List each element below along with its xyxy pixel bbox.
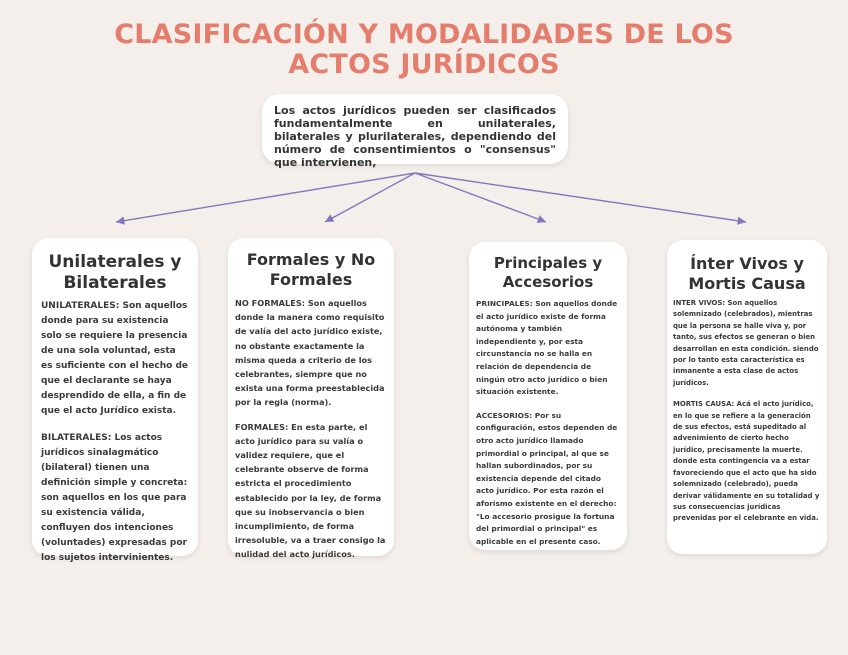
card-body: [235, 296, 387, 562]
card-paragraph: INTER VIVOS: Son aquellos solemnizado (celebrados), mientras que la persona se halle viva y, por tanto, sus efectos se generan o bien desarrollan en esta condición. siendo por lo tanto esta característica es inmanente a esta clase de actos jurídicos.: [673, 299, 819, 387]
card-paragraph: NO FORMALES: Son aquellos donde la manera como requisito de valía del acto jurídico existe, no obstante exactamente la misma queda a criterio de los celebrantes, siempre que no exista una forma preestablecida por la regla (norma).: [235, 298, 385, 408]
card-paragraph: UNILATERALES: Son aquellos donde para su existencia solo se requiere la presencia de una sola voluntad, esta es suficiente con el hecho de que el declarante se haya desprendido de ella, a fin de que el acto Jurídico exista.: [41, 301, 188, 416]
page-title: CLASIFICACIÓN Y MODALIDADES DE LOS ACTOS JURÍDICOS: [114, 19, 734, 80]
card-body: [41, 299, 189, 566]
card-paragraph: PRINCIPALES: Son aquellos donde el acto jurídico existe de forma autónoma y también independiente y, por esta circunstancia no se halla en relación de dependencia de ningún otro acto jurídico o bien situación existente.: [476, 299, 618, 397]
card-body: [673, 298, 821, 525]
card-paragraph: FORMALES: En esta parte, el acto jurídico para su valía o validez requiere, que el celebrante observe de forma estricta el procedimiento establecido por la ley, de forma que su inobservancia o bien incumplimiento, de forma irresoluble, va a traer consigo la nulidad del acto jurídicos.: [235, 421, 386, 560]
card-paragraph: BILATERALES: Los actos jurídicos sinalagmático (bilateral) tienen una definición simple y concreta: son aquellos en los que para su existencia válida, confluyen dos intenciones (voluntades) expresadas por los sujetos intervinientes.: [41, 433, 188, 563]
card-paragraph: ACCESORIOS: Por su configuración, estos dependen de otro acto jurídico llamado primordial o principal, al que se hallan subordinados, por su existencia depende del citado acto jurídico. Por esta razón el aforismo existente en el derecho: "Lo accesorio prosigue la fortuna del primordial o principal" es aplicable en el presente caso.: [476, 410, 618, 546]
intro-box: Los actos jurídicos pueden ser clasificados fundamentalmente en unilaterales, bilaterales y plurilaterales, dependiendo del número de consentimientos o "consensus" que intervienen,: [262, 94, 568, 164]
card-formales-no-formales: [228, 238, 394, 560]
arrow-to-card-4: [415, 173, 746, 222]
card-heading: Unilaterales y Bilaterales: [48, 252, 182, 293]
card-unilaterales-bilaterales: [32, 238, 198, 563]
card-heading: Ínter Vivos y Mortis Causa: [688, 254, 806, 293]
card-principales-accesorios: [469, 242, 627, 550]
card-heading: Formales y No Formales: [246, 250, 376, 289]
card-body: [476, 298, 620, 548]
card-heading: Principales y Accesorios: [493, 254, 603, 291]
card-inter-vivos-mortis-causa: [667, 240, 827, 554]
arrow-to-card-3: [415, 173, 546, 222]
card-paragraph: MORTIS CAUSA: Acá el acto jurídico, en lo que se refiere a la generación de sus efectos, está supeditado al advenimiento de cierto hecho jurídico, precisamente la muerte. donde esta contingencia va a estar favoreciendo que el acto que ha sido solemnizado (celebrado), pueda derivar válidamente en su totalidad y sus consecuencias jurídicas prevenidas por el celebrante en vida.: [673, 400, 820, 523]
